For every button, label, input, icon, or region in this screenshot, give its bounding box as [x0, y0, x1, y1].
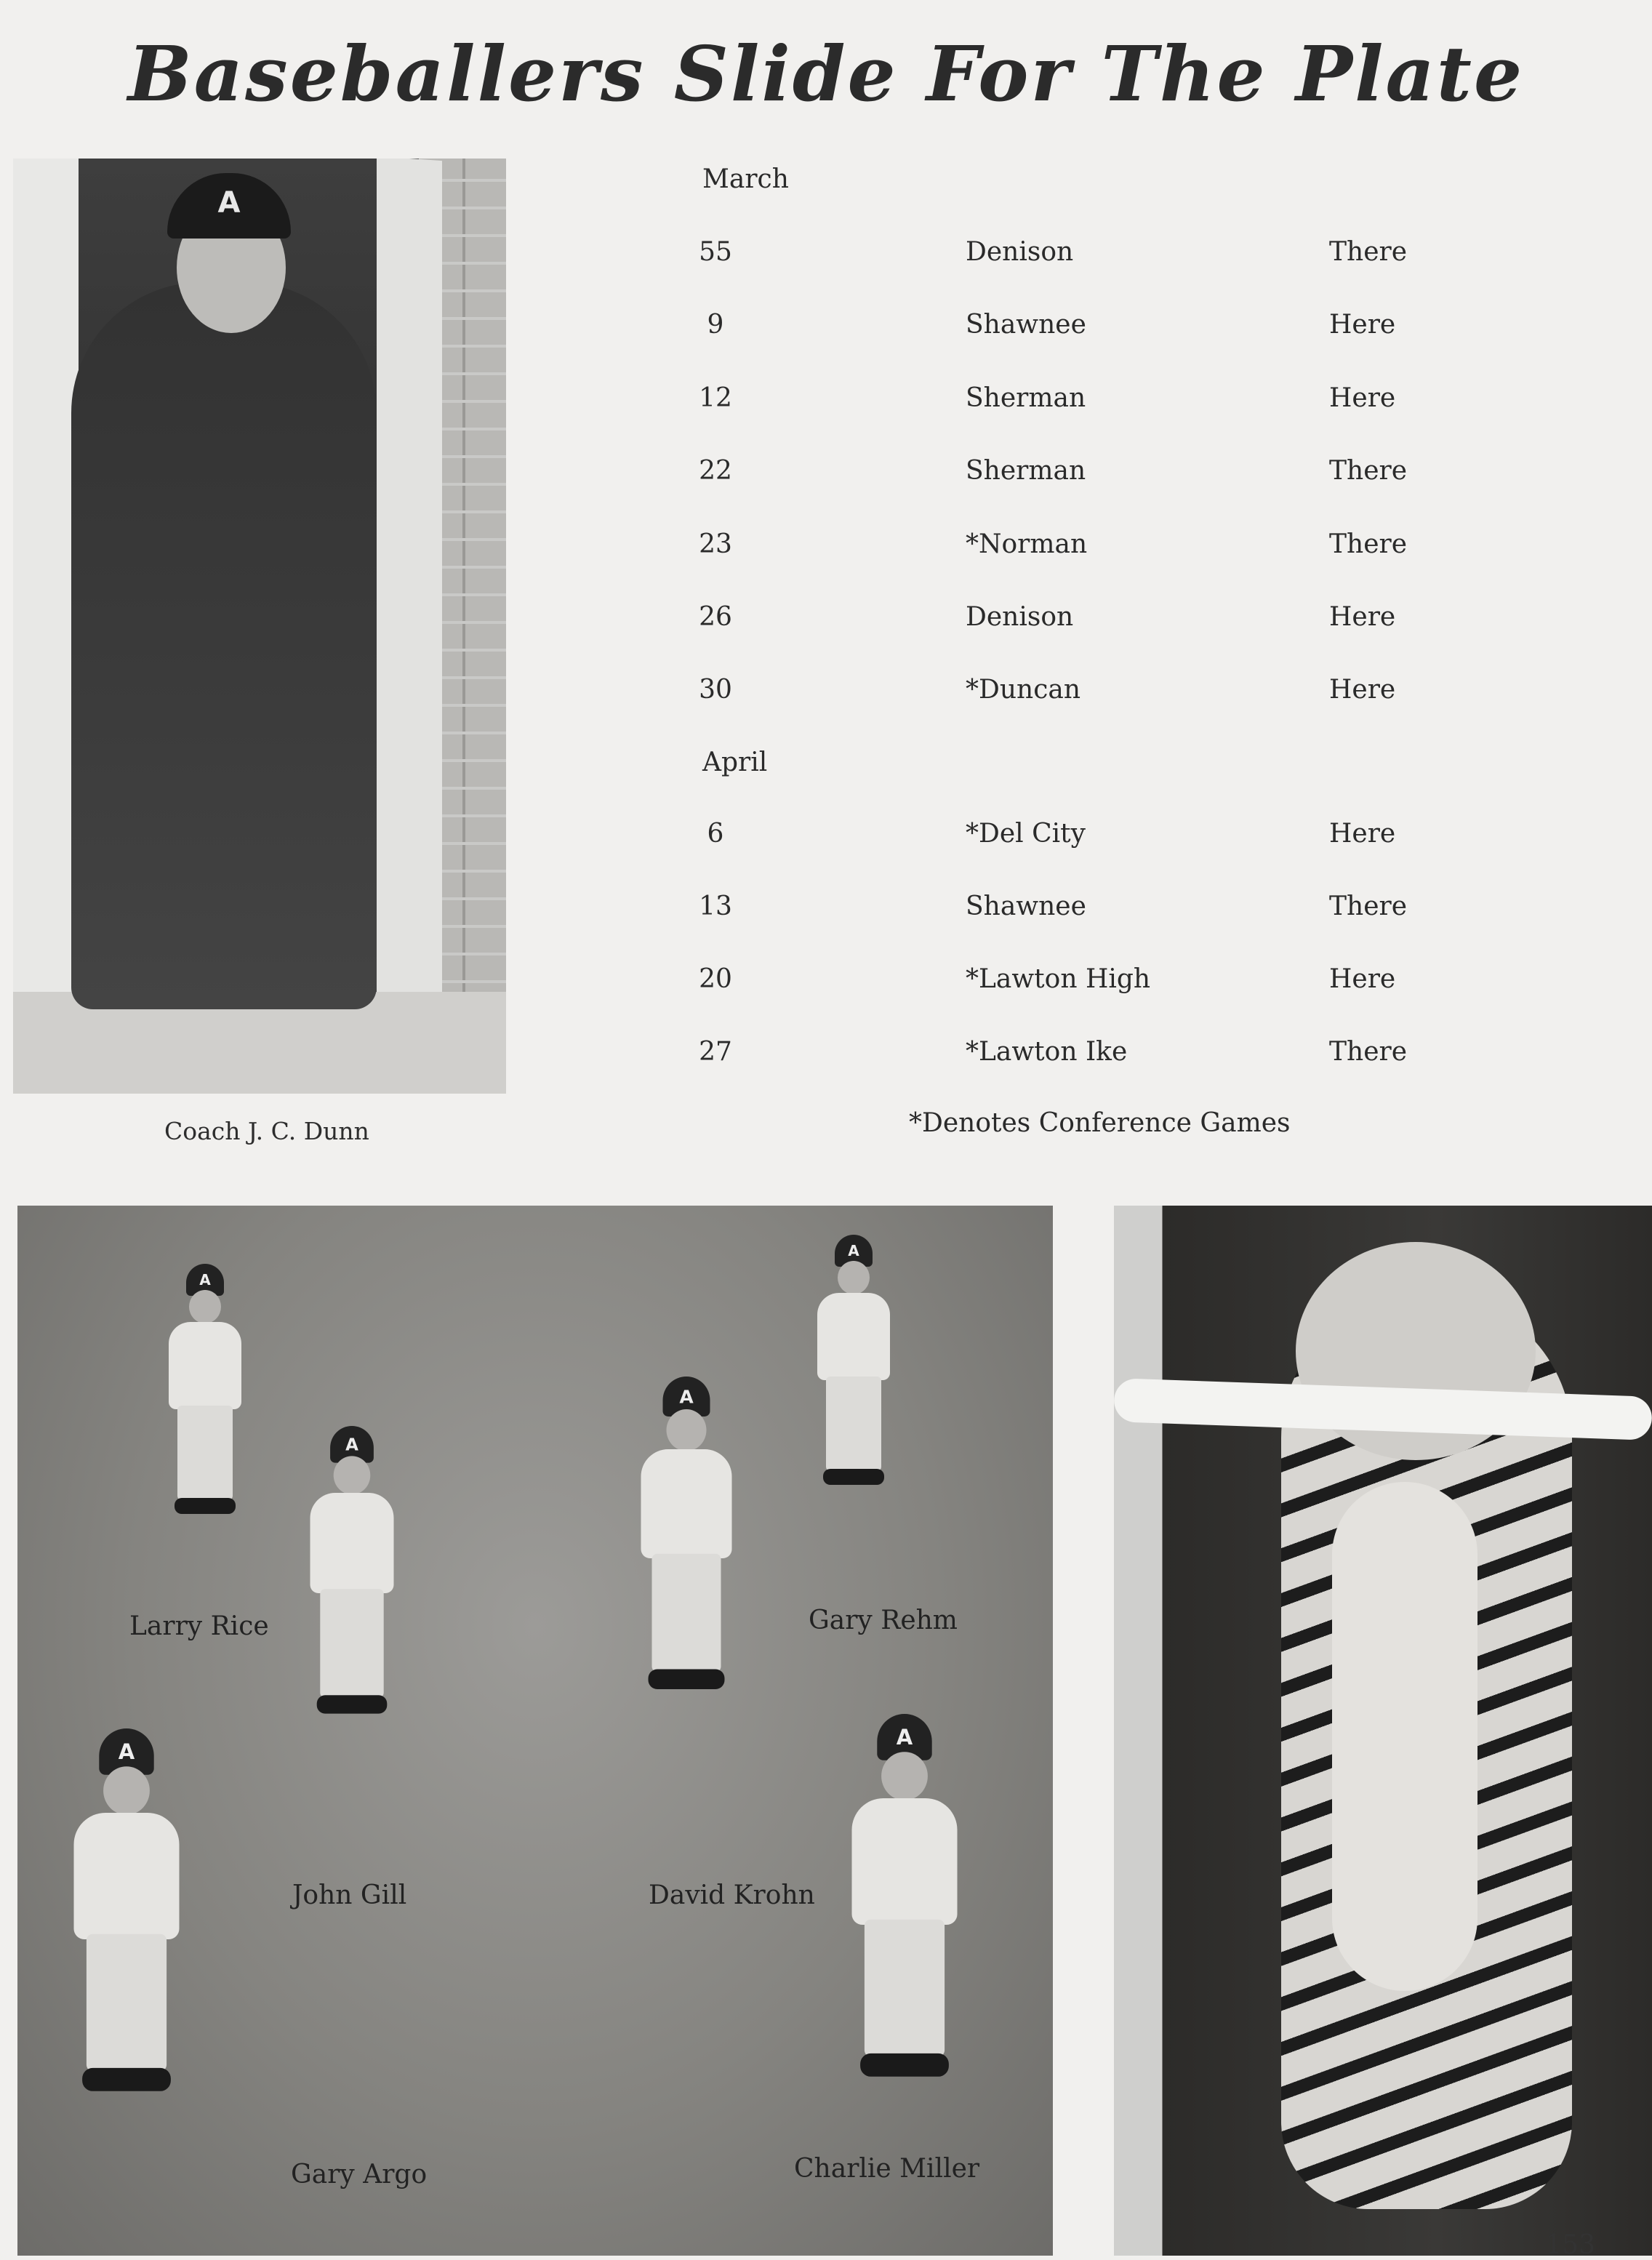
game-opponent: Shawnee	[966, 310, 1086, 340]
tiger-mascot-photo	[1114, 1206, 1652, 2256]
month-march: March	[702, 164, 789, 194]
player-figure	[161, 1264, 249, 1526]
page-title: Baseballers Slide For The Plate	[127, 29, 1525, 119]
player-jersey	[641, 1449, 732, 1558]
player-cap: A	[330, 1426, 374, 1463]
player-cap: A	[835, 1235, 873, 1267]
game-opponent: *Del City	[966, 819, 1086, 849]
player-name-david-krohn: David Krohn	[649, 1880, 815, 1910]
game-location: There	[1329, 1037, 1408, 1067]
game-date: 22	[699, 456, 732, 486]
player-shoes	[649, 1670, 725, 1690]
game-location: Here	[1329, 819, 1396, 849]
player-shoes	[82, 2068, 171, 2091]
coach-cap	[167, 173, 291, 239]
game-location: There	[1329, 237, 1408, 267]
player-shoes	[317, 1695, 388, 1713]
game-date: 13	[699, 891, 732, 921]
coach-photo	[13, 159, 506, 1094]
player-pants	[652, 1554, 721, 1672]
player-face	[667, 1409, 707, 1451]
game-location: There	[1329, 456, 1408, 486]
player-figure	[632, 1377, 741, 1704]
game-date: 12	[699, 383, 732, 413]
player-name-charlie-miller: Charlie Miller	[794, 2154, 980, 2184]
player-face	[103, 1766, 150, 1815]
game-opponent: Denison	[966, 237, 1074, 267]
coach-caption: Coach J. C. Dunn	[164, 1117, 369, 1145]
game-opponent: *Lawton Ike	[966, 1037, 1128, 1067]
player-jersey	[310, 1493, 394, 1593]
player-jersey	[852, 1798, 958, 1925]
game-location: There	[1329, 891, 1408, 921]
player-shoes	[175, 1498, 236, 1514]
player-figure	[63, 1728, 190, 2108]
player-figure	[841, 1714, 968, 2093]
tiger-belly	[1332, 1482, 1477, 1991]
player-face	[838, 1261, 870, 1294]
player-jersey	[74, 1813, 180, 1939]
game-opponent: *Norman	[966, 529, 1088, 559]
player-pants	[177, 1406, 233, 1500]
game-opponent: *Duncan	[966, 675, 1081, 705]
team-photo	[17, 1206, 1053, 2256]
game-location: Here	[1329, 310, 1396, 340]
game-location: Here	[1329, 964, 1396, 994]
baseball-bat	[1114, 1378, 1652, 1440]
game-opponent: Sherman	[966, 383, 1086, 413]
player-face	[189, 1290, 221, 1323]
player-pants	[320, 1589, 383, 1698]
page-number: 153	[1545, 2230, 1595, 2260]
game-date: 27	[699, 1037, 732, 1067]
player-cap: A	[99, 1728, 153, 1775]
player-cap: A	[877, 1714, 931, 1760]
player-face	[881, 1752, 928, 1800]
game-date: 9	[707, 310, 724, 340]
game-opponent: Denison	[966, 602, 1074, 632]
door-frame	[13, 159, 79, 1094]
player-name-larry-rice: Larry Rice	[129, 1611, 269, 1641]
player-name-gary-argo: Gary Argo	[291, 2160, 428, 2189]
game-opponent: Shawnee	[966, 891, 1086, 921]
player-figure	[302, 1426, 402, 1727]
player-shoes	[823, 1469, 884, 1485]
conference-note: *Denotes Conference Games	[909, 1108, 1291, 1138]
open-door	[377, 159, 442, 1055]
player-pants	[865, 1920, 945, 2057]
player-jersey	[169, 1322, 241, 1409]
player-cap: A	[663, 1377, 710, 1416]
player-cap: A	[186, 1264, 224, 1296]
cap-logo: A	[217, 186, 241, 220]
game-location: There	[1329, 529, 1408, 559]
player-pants	[826, 1377, 881, 1471]
player-figure	[810, 1235, 897, 1496]
month-april: April	[702, 748, 768, 777]
player-name-john-gill: John Gill	[292, 1880, 407, 1910]
game-location: Here	[1329, 383, 1396, 413]
game-location: Here	[1329, 675, 1396, 705]
game-date: 30	[699, 675, 732, 705]
player-shoes	[860, 2053, 949, 2077]
player-jersey	[817, 1293, 890, 1380]
game-location: Here	[1329, 602, 1396, 632]
game-date: 23	[699, 529, 732, 559]
player-name-gary-rehm: Gary Rehm	[809, 1606, 958, 1635]
player-pants	[87, 1934, 167, 2072]
player-face	[334, 1456, 371, 1494]
game-date: 6	[707, 819, 724, 849]
game-date: 20	[699, 964, 732, 994]
game-opponent: Sherman	[966, 456, 1086, 486]
game-opponent: *Lawton High	[966, 964, 1151, 994]
coach-figure	[71, 282, 377, 1009]
game-date: 55	[699, 237, 732, 267]
game-date: 26	[699, 602, 732, 632]
